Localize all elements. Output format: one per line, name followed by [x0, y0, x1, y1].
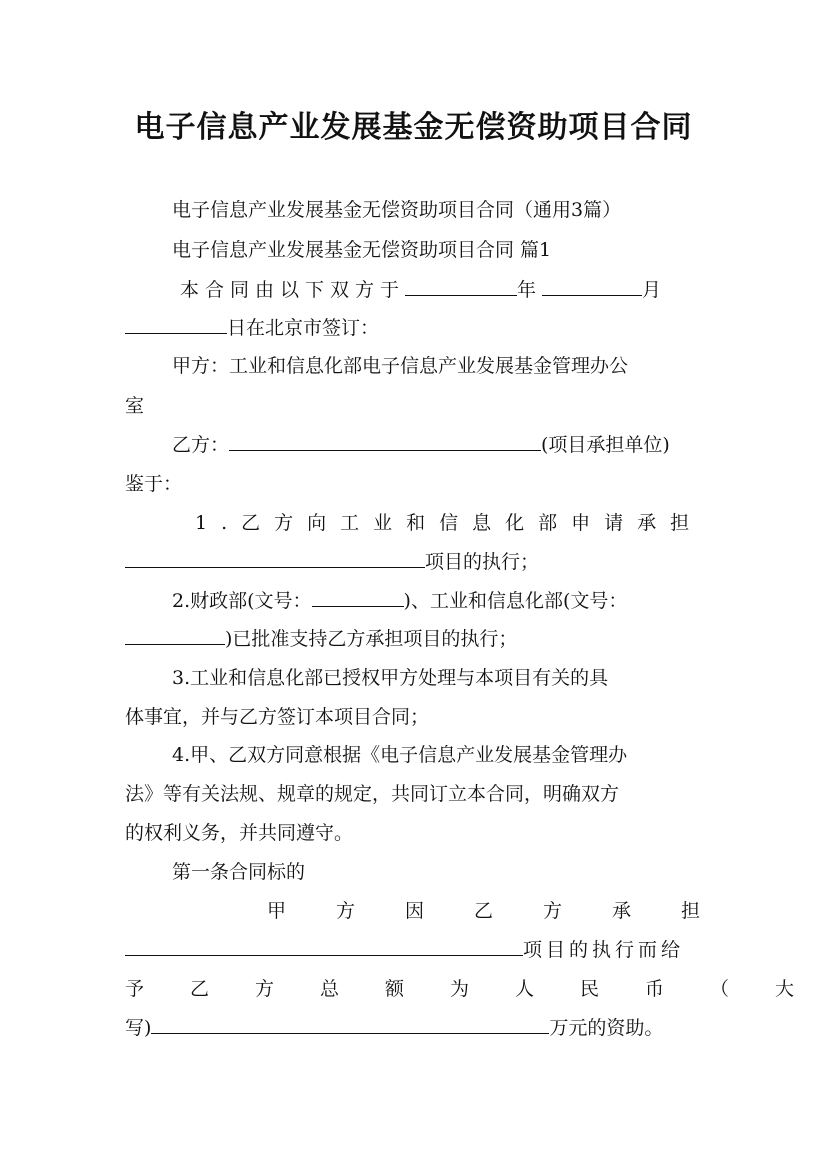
clause-4-line: 4.甲、乙双方同意根据《电子信息产业发展基金管理办 — [172, 744, 628, 766]
blank-project — [125, 935, 523, 956]
blank-year — [405, 275, 517, 296]
paragraph-text: 月 — [642, 279, 668, 301]
paragraph-text: )、工业和信息化部(文号： — [403, 590, 628, 612]
article-1-line: 甲方因乙方承担 — [267, 900, 751, 922]
clause-4-line: 的权利义务，并共同遵守。 — [125, 822, 354, 844]
article-heading: 第一条合同标的 — [172, 861, 306, 883]
whereas-heading: 鉴于： — [125, 473, 183, 495]
clause-1-line — [125, 547, 705, 577]
paragraph-text: 年 — [517, 279, 543, 301]
paragraph-text: 乙方： — [172, 434, 230, 456]
paragraph-text: (项目承担单位) — [541, 434, 670, 456]
party-b-line — [125, 430, 705, 460]
article-1-line — [125, 935, 705, 965]
document-title: 电子信息产业发展基金无偿资助项目合同 — [134, 110, 693, 145]
clause-3-line: 体事宜，并与乙方签订本项目合同； — [125, 706, 430, 728]
party-a-line: 甲方：工业和信息化部电子信息产业发展基金管理办公 — [172, 355, 629, 377]
paragraph-line — [125, 313, 705, 343]
clause-4-line: 法》等有关法规、规章的规定，共同订立本合同，明确双方 — [125, 783, 620, 805]
paragraph-text: 项目的执行； — [425, 551, 540, 573]
blank-project — [125, 547, 425, 568]
subtitle-line: 电子信息产业发展基金无偿资助项目合同（通用3篇） — [172, 199, 622, 221]
blank-party-b — [229, 430, 541, 451]
blank-month — [542, 275, 642, 296]
blank-amount — [151, 1013, 549, 1034]
blank-doc-number — [125, 624, 225, 645]
paragraph-text: 本合同由以下双方于 — [180, 279, 406, 301]
paragraph-line — [125, 275, 705, 305]
paragraph-text: 2.财政部(文号： — [172, 590, 312, 612]
paragraph-text: 日在北京市签订： — [227, 317, 380, 339]
article-1-line: 予乙方总额为人民币（大 — [125, 978, 840, 1000]
party-a-line: 室 — [125, 395, 145, 417]
article-1-line — [125, 1013, 705, 1043]
paragraph-text: 项目的执行而给 — [523, 939, 685, 961]
section-heading: 电子信息产业发展基金无偿资助项目合同 篇1 — [172, 239, 552, 261]
paragraph-text: )已批准支持乙方承担项目的执行； — [225, 628, 518, 650]
paragraph-text: 写) — [125, 1017, 152, 1039]
blank-day — [125, 313, 227, 334]
blank-doc-number — [312, 586, 404, 607]
clause-2-line — [125, 624, 705, 654]
paragraph-text: 万元的资助。 — [549, 1017, 664, 1039]
clause-3-line: 3.工业和信息化部已授权甲方处理与本项目有关的具 — [172, 667, 609, 689]
clause-1-line: 1.乙方向工业和信息化部申请承担 — [195, 512, 704, 534]
clause-2-line — [125, 586, 705, 616]
